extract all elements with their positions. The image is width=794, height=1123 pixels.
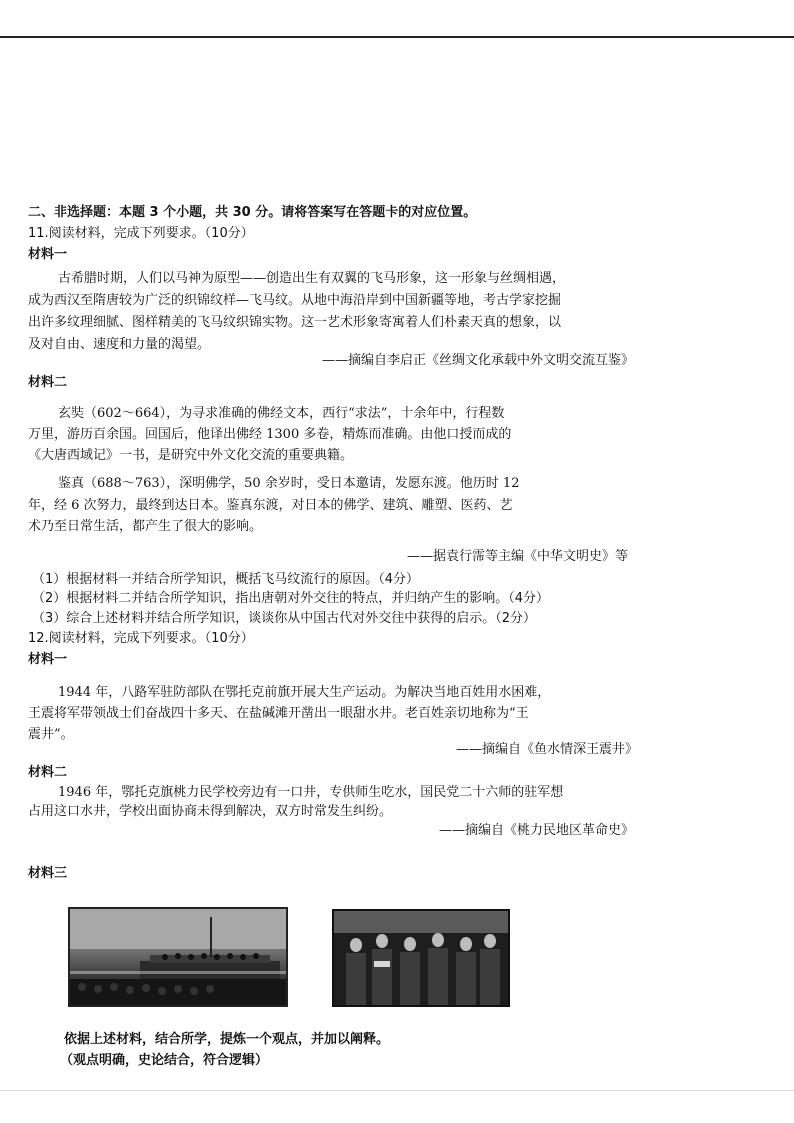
q12-material1-line: 震井”。 bbox=[28, 727, 74, 742]
q11-material1-source: ——摘编自李启正《丝绸文化承载中外文明交流互鉴》 bbox=[321, 353, 634, 368]
q11-material2-label: 材料二 bbox=[28, 375, 68, 390]
q11-material2-source: ——据袁行霈等主编《中华文明史》等 bbox=[406, 549, 628, 564]
q11-material2-para2-line: 术乃至日常生活，都产生了很大的影响。 bbox=[28, 519, 263, 534]
section-heading: 二、非选择题：本题 3 个小题，共 30 分。请将答案写在答题卡的对应位置。 bbox=[28, 205, 477, 220]
q12-material1-label: 材料一 bbox=[28, 652, 68, 667]
historical-photo-rostrum bbox=[68, 907, 288, 1007]
q11-question-1: （1）根据材料一并结合所学知识，概括飞马纹流行的原因。（4分） bbox=[32, 572, 420, 587]
q12-material2-line: 1946 年，鄂托克旗桃力民学校旁边有一口井，专供师生吃水，国民党二十六师的驻军想 bbox=[58, 785, 564, 800]
historical-photo-group bbox=[332, 909, 510, 1007]
q11-material2-para2-line: 鉴真（688～763），深明佛学，50 余岁时，受日本邀请，发愿东渡。他历时 12 bbox=[58, 476, 520, 491]
q12-material1-line: 1944 年，八路军驻防部队在鄂托克前旗开展大生产运动。为解决当地百姓用水困难， bbox=[58, 685, 551, 700]
q11-material1-line: 成为西汉至隋唐较为广泛的织锦纹样—飞马纹。从地中海沿岸到中国新疆等地，考古学家挖掘 bbox=[28, 293, 562, 308]
q11-material1-label: 材料一 bbox=[28, 247, 68, 262]
q11-question-3: （3）综合上述材料并结合所学知识，谈谈你从中国古代对外交往中获得的启示。（2分） bbox=[32, 611, 537, 626]
question-12-title: 12.阅读材料，完成下列要求。（10分） bbox=[28, 631, 254, 646]
q11-material2-para1-line: 《大唐西域记》一书，是研究中外文化交流的重要典籍。 bbox=[28, 448, 354, 463]
q11-material1-line: 出许多纹理细腻、图样精美的飞马纹织锦实物。这一艺术形象寄寓着人们朴素天真的想象，以 bbox=[28, 315, 562, 330]
q12-prompt: 依据上述材料，结合所学，提炼一个观点，并加以阐释。 bbox=[64, 1032, 390, 1047]
q12-material1-source: ——摘编自《鱼水情深王震井》 bbox=[455, 742, 638, 757]
q11-material2-para2-line: 年，经 6 次努力，最终到达日本。鉴真东渡，对日本的佛学、建筑、雕塑、医药、艺 bbox=[28, 498, 513, 513]
question-11-title: 11.阅读材料，完成下列要求。（10分） bbox=[28, 226, 254, 241]
q11-material2-para1-line: 万里，游历百余国。回国后，他译出佛经 1300 多卷，精炼而准确。由他口授而成的 bbox=[28, 427, 512, 442]
q12-material2-source: ——摘编自《桃力民地区革命史》 bbox=[438, 823, 634, 838]
q12-material2-line: 占用这口水井，学校出面协商未得到解决，双方时常发生纠纷。 bbox=[28, 804, 393, 819]
q11-question-2: （2）根据材料二并结合所学知识，指出唐朝对外交往的特点，并归纳产生的影响。（4分） bbox=[32, 591, 550, 606]
q11-material2-para1-line: 玄奘（602～664），为寻求准确的佛经文本，西行“求法”，十余年中，行程数 bbox=[58, 406, 505, 421]
q12-material2-label: 材料二 bbox=[28, 765, 68, 780]
q12-requirement: （观点明确，史论结合，符合逻辑） bbox=[60, 1053, 269, 1068]
q12-material1-line: 王震将军带领战士们奋战四十多天、在盐碱滩开凿出一眼甜水井。老百姓亲切地称为“王 bbox=[28, 706, 529, 721]
q11-material1-line: 及对自由、速度和力量的渴望。 bbox=[28, 337, 211, 352]
q11-material1-line: 古希腊时期，人们以马神为原型——创造出生有双翼的飞马形象，这一形象与丝绸相遇， bbox=[58, 271, 566, 286]
bottom-rule bbox=[0, 1090, 794, 1091]
q12-material3-label: 材料三 bbox=[28, 866, 68, 881]
top-rule bbox=[0, 36, 794, 38]
